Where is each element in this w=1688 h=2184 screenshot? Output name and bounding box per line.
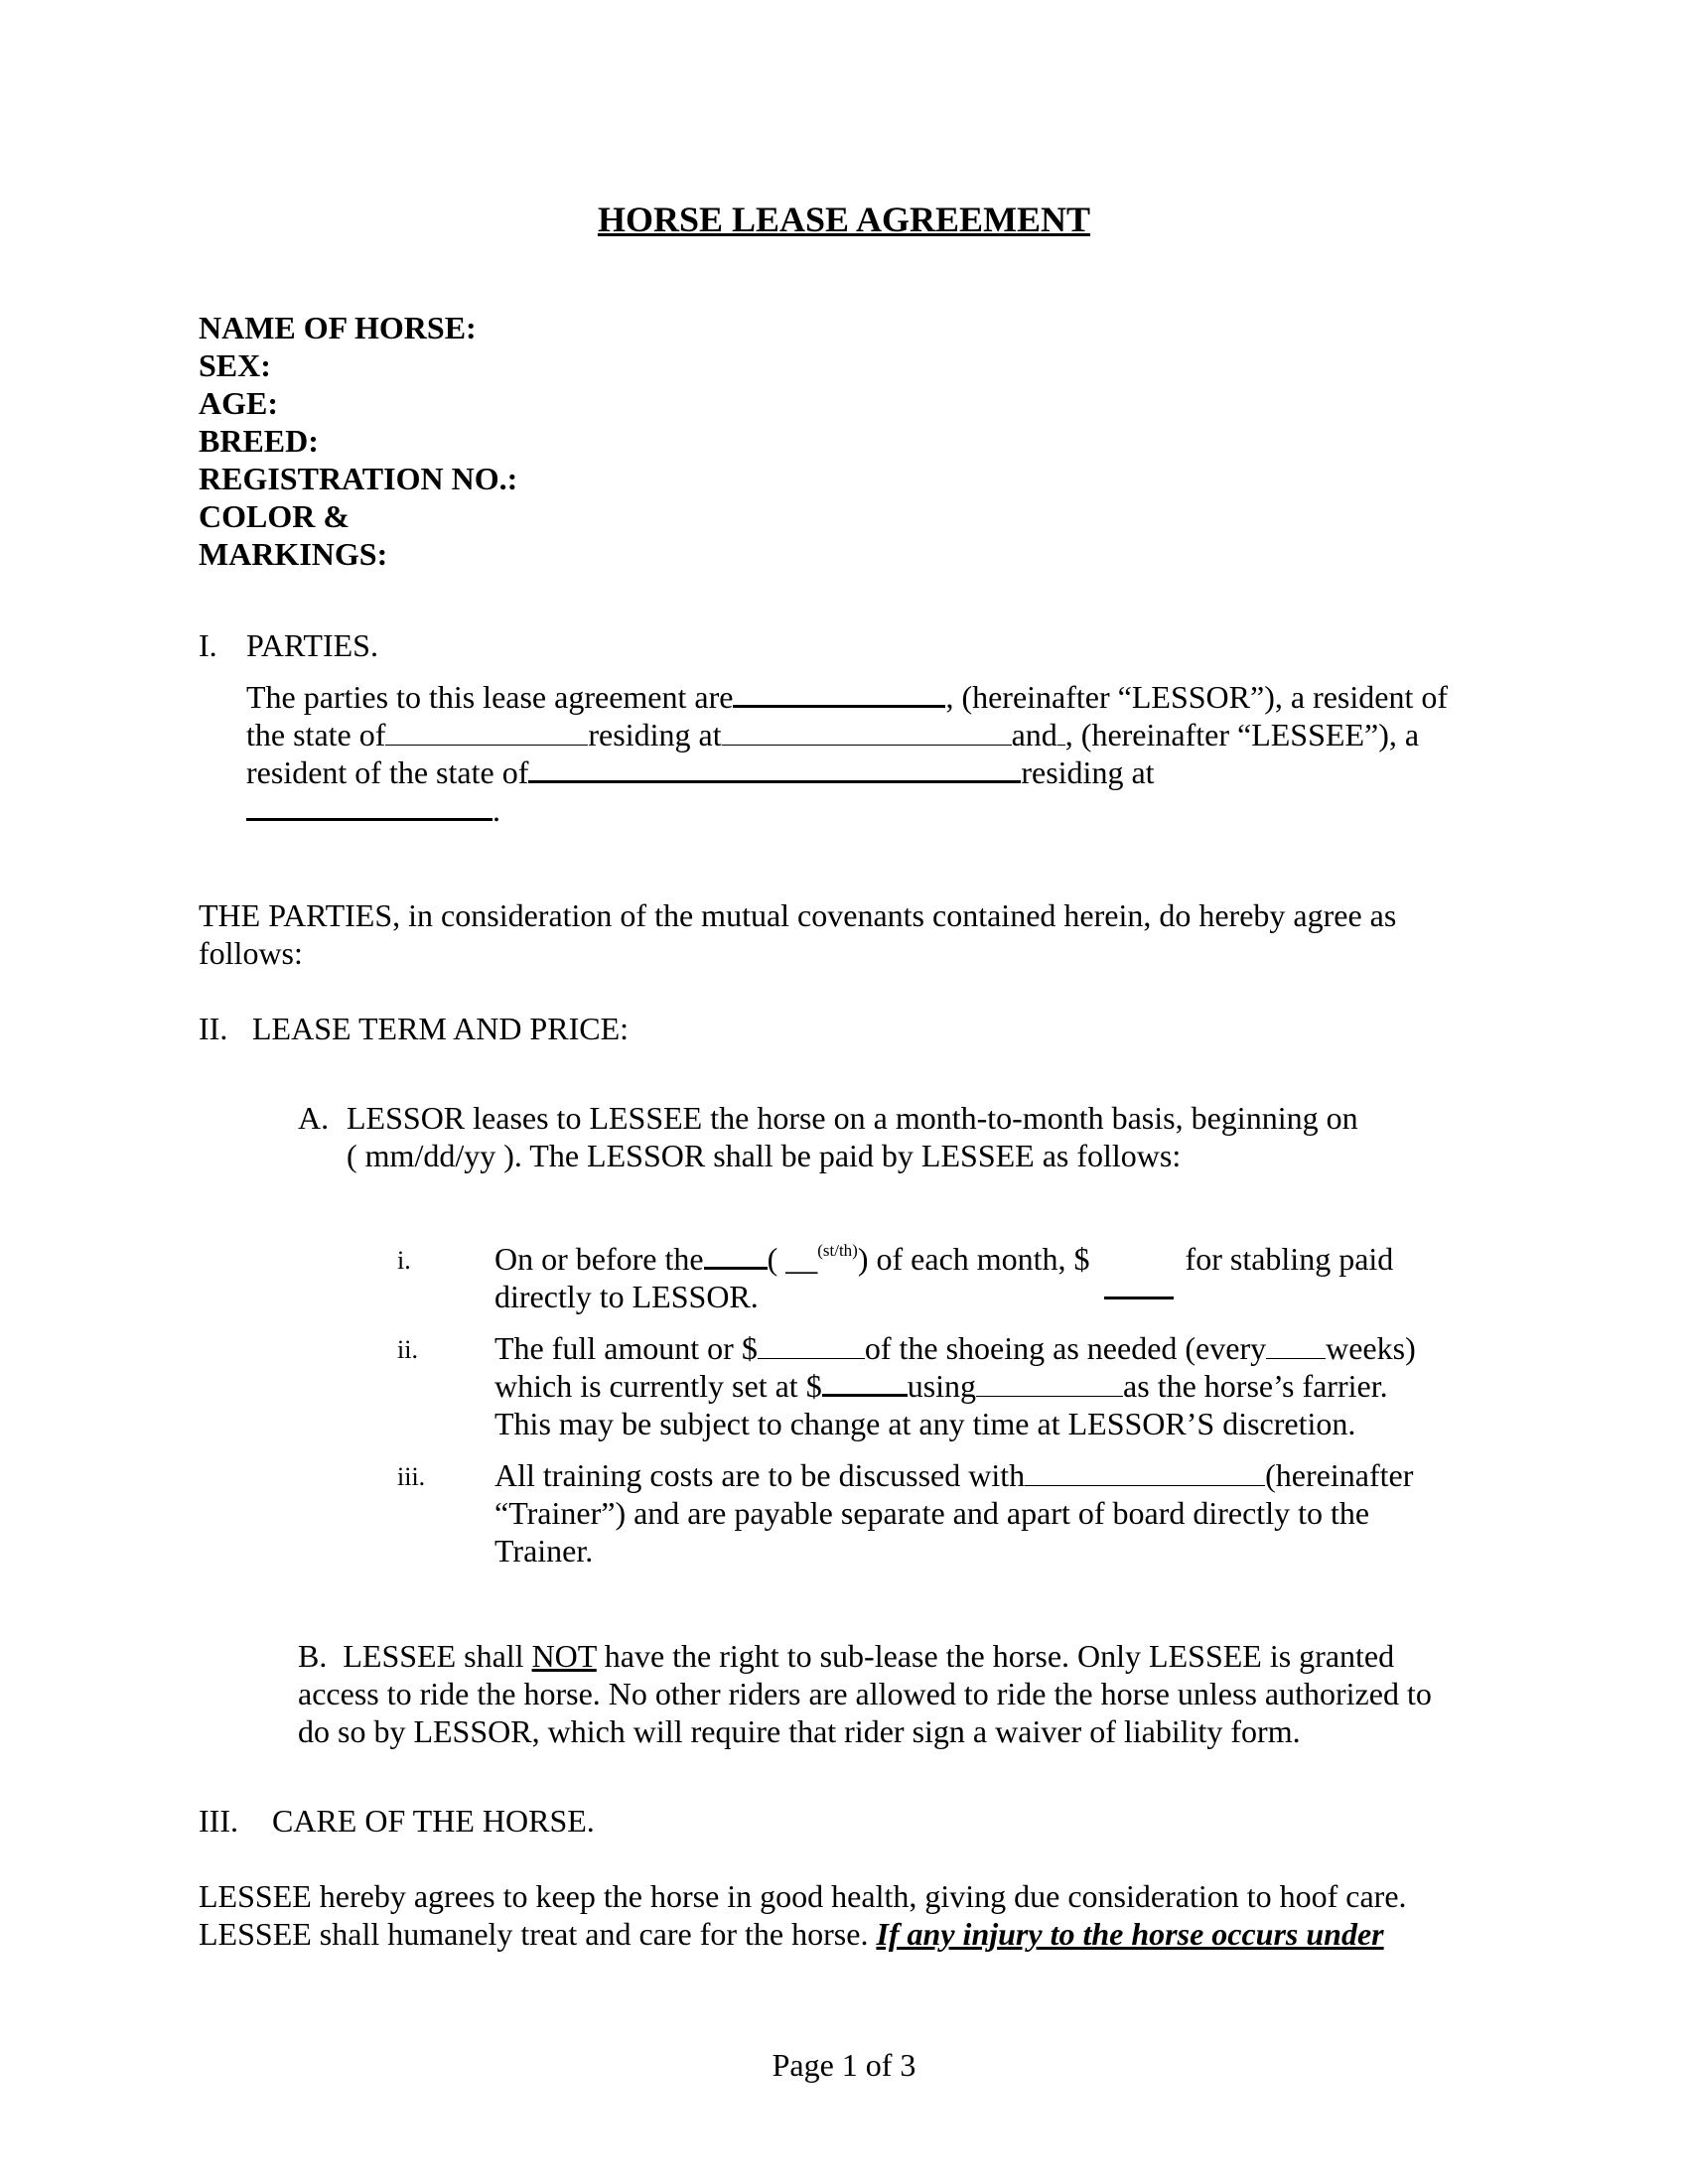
- lessor-state-blank[interactable]: [385, 745, 588, 746]
- field-name-of-horse: NAME OF HORSE:: [199, 310, 477, 345]
- section-3-number: III.: [199, 1803, 238, 1839]
- lessor-address-blank[interactable]: [722, 745, 1012, 746]
- item-iii-text: All training costs are to be discussed with: [494, 1457, 1026, 1493]
- item-ii-text: using: [907, 1368, 977, 1404]
- field-breed: BREED:: [199, 423, 319, 459]
- parties-text: residing at: [1021, 754, 1155, 790]
- parties-line-3: [246, 754, 1155, 791]
- clause-a-label: A.: [298, 1100, 330, 1136]
- document-title: HORSE LEASE AGREEMENT: [597, 200, 1091, 239]
- lessor-name-blank[interactable]: [733, 705, 945, 708]
- field-age: AGE:: [199, 385, 278, 421]
- clause-a-line-2: ( mm/dd/yy ). The LESSOR shall be paid by LESSEE as follows:: [347, 1138, 1182, 1173]
- field-markings: MARKINGS:: [199, 536, 388, 572]
- parties-intro-line-2: follows:: [199, 935, 303, 971]
- item-iii-line-1: [494, 1457, 1413, 1494]
- shoeing-weeks-blank[interactable]: [1266, 1358, 1326, 1359]
- item-i-text: ) of each month, $: [857, 1241, 1090, 1277]
- clause-b-line-3: do so by LESSOR, which will require that rider sign a waiver of liability form.: [298, 1713, 1301, 1749]
- page-number: Page 1 of 3: [772, 2047, 916, 2083]
- clause-b-label: B.: [298, 1638, 328, 1674]
- item-iii-line-3: Trainer.: [494, 1533, 594, 1569]
- shoeing-amount-blank[interactable]: [758, 1358, 865, 1359]
- section-1-heading: PARTIES.: [246, 627, 378, 663]
- parties-text: .: [492, 792, 500, 828]
- ordinal-superscript: (st/th): [817, 1241, 858, 1260]
- lessee-state-blank[interactable]: [528, 780, 1021, 783]
- item-ii-text: The full amount or $: [494, 1330, 758, 1366]
- clause-b-line-1: [298, 1638, 1394, 1675]
- parties-intro-line-1: THE PARTIES, in consideration of the mutual covenants contained herein, do hereby agree as: [199, 897, 1397, 933]
- item-ii-line-3: This may be subject to change at any time at LESSOR’S discretion.: [494, 1406, 1356, 1441]
- parties-text: , (hereinafter “LESSOR”), a resident of: [945, 679, 1449, 715]
- item-i-line-2: directly to LESSOR.: [494, 1279, 759, 1314]
- parties-text: residing at: [588, 717, 722, 752]
- section-2-number: II.: [199, 1011, 228, 1046]
- parties-line-2: [246, 717, 1419, 753]
- clause-b-line-2: access to ride the horse. No other riders are allowed to ride the horse unless authorized to: [298, 1676, 1432, 1711]
- item-ii-text: which is currently set at $: [494, 1368, 822, 1404]
- care-line-1: LESSEE hereby agrees to keep the horse in good health, giving due consideration to hoof care.: [199, 1878, 1407, 1914]
- stabling-amount-blank[interactable]: [1104, 1297, 1174, 1299]
- care-text: LESSEE shall humanely treat and care for the horse.: [199, 1916, 869, 1952]
- field-registration: REGISTRATION NO.:: [199, 461, 518, 496]
- clause-b-text: LESSEE shall: [343, 1638, 524, 1674]
- item-ii-line-2: [494, 1368, 1388, 1405]
- parties-text: , (hereinafter “LESSEE”), a: [1064, 717, 1420, 752]
- item-ii-line-1: [494, 1330, 1416, 1367]
- item-i-number: i.: [397, 1246, 411, 1275]
- item-iii-line-2: “Trainer”) and are payable separate and apart of board directly to the: [494, 1495, 1370, 1531]
- item-i-text: for stabling paid: [1185, 1241, 1394, 1277]
- parties-line-1: [246, 679, 1448, 716]
- lessee-address-blank[interactable]: [246, 818, 492, 821]
- clause-b-text: have the right to sub-lease the horse. Only LESSEE is granted: [604, 1638, 1395, 1674]
- item-ii-text: of the shoeing as needed (every: [864, 1330, 1267, 1366]
- item-ii-number: ii.: [397, 1335, 418, 1364]
- section-2-heading: LEASE TERM AND PRICE:: [252, 1011, 629, 1046]
- section-3-heading: CARE OF THE HORSE.: [272, 1803, 595, 1839]
- field-sex: SEX:: [199, 347, 271, 383]
- day-of-month-blank[interactable]: [704, 1267, 768, 1270]
- parties-text: and: [1011, 717, 1057, 752]
- item-i-text: ( __: [767, 1241, 818, 1277]
- item-iii-number: iii.: [397, 1462, 426, 1491]
- item-ii-text: as the horse’s farrier.: [1123, 1368, 1388, 1404]
- item-iii-text: (hereinafter: [1265, 1457, 1414, 1493]
- farrier-name-blank[interactable]: [976, 1396, 1123, 1397]
- care-emphasis: If any injury to the horse occurs under: [876, 1916, 1384, 1952]
- parties-text: resident of the state of: [246, 754, 529, 790]
- item-i-text: On or before the: [494, 1241, 704, 1277]
- care-line-2: [199, 1916, 1384, 1953]
- emphasis-not: NOT: [531, 1638, 597, 1674]
- clause-a-line-1: LESSOR leases to LESSEE the horse on a month-to-month basis, beginning on: [347, 1100, 1358, 1136]
- trainer-name-blank[interactable]: [1025, 1485, 1265, 1486]
- section-1-number: I.: [199, 627, 217, 663]
- item-ii-text: weeks): [1326, 1330, 1416, 1366]
- field-color: COLOR &: [199, 498, 350, 534]
- parties-line-4: [246, 792, 500, 829]
- parties-text: the state of: [246, 717, 386, 752]
- shoeing-price-blank[interactable]: [822, 1394, 908, 1397]
- lessee-name-blank[interactable]: [1057, 745, 1065, 746]
- parties-text: The parties to this lease agreement are: [246, 679, 734, 715]
- item-i-line-1: [494, 1241, 1393, 1278]
